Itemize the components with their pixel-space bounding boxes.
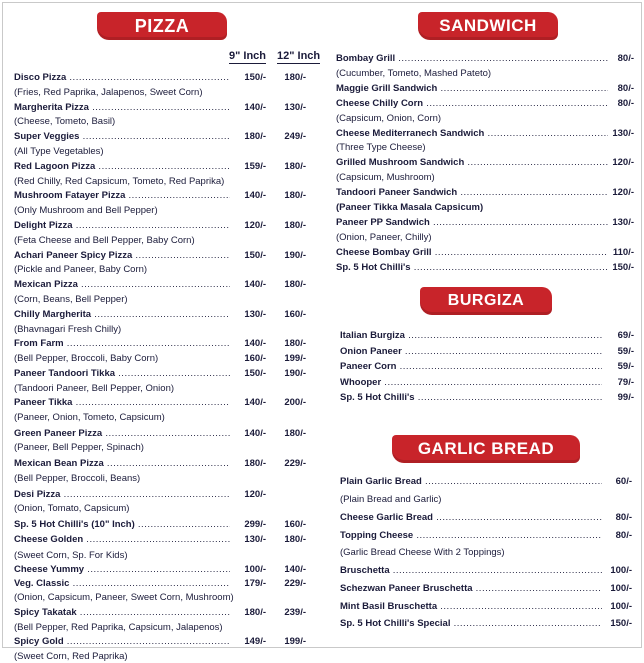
item-description: (Paneer Tikka Masala Capsicum): [336, 202, 484, 213]
price: 80/-: [615, 511, 632, 523]
item-description: (Pickle and Paneer, Baby Corn): [14, 264, 148, 276]
item-description: (Onion, Paneer, Chilly): [336, 231, 432, 243]
price: 120/-: [244, 220, 266, 231]
price: 150/-: [612, 261, 634, 273]
menu-item: [0, 190, 330, 202]
price: 100/-: [610, 582, 632, 594]
item-name: Disco Pizza .....: [14, 72, 230, 83]
item-name: Sp. 5 Hot Chilli's .....: [340, 392, 602, 403]
price: 140/-: [244, 338, 266, 350]
price: 150/-: [244, 249, 266, 261]
price: 59/-: [617, 361, 634, 373]
item-description: (Fries, Red Paprika, Jalapenos, Sweet Corn): [14, 86, 203, 98]
menu-item-description: [0, 622, 330, 634]
item-name: From Farm .....: [14, 338, 230, 349]
menu-item: [0, 519, 330, 531]
item-name: Green Paneer Pizza .....: [14, 428, 230, 439]
menu-item-description: [0, 294, 330, 306]
menu-item: [0, 428, 330, 440]
item-name: Spicy Takatak .....: [14, 607, 230, 618]
menu-item: [0, 578, 330, 590]
menu-item-description: [0, 264, 330, 276]
item-name: Tandoori Paneer Sandwich .....: [336, 187, 608, 198]
item-description: (Red Chilly, Red Capsicum, Tometo, Red Paprika): [14, 175, 225, 187]
item-name: Bombay Grill .....: [336, 53, 608, 64]
item-description: (Bell Pepper, Red Paprika, Capsicum, Jalapenos): [14, 621, 223, 633]
menu-item-description: [0, 550, 330, 562]
item-description: (Paneer, Onion, Tometo, Capsicum): [14, 411, 165, 423]
menu-item-description: [330, 113, 644, 125]
item-name: Chilly Margherita .....: [14, 309, 230, 320]
item-description: (Paneer, Bell Pepper, Spinach): [14, 442, 144, 453]
item-name: Red Lagoon Pizza .....: [14, 161, 230, 172]
size-9-inch: 9" Inch: [229, 50, 267, 62]
price: 140/-: [244, 397, 266, 408]
menu-item: [330, 377, 644, 389]
price: 99/-: [617, 392, 634, 404]
price-large: 180/-: [284, 72, 306, 83]
price-large: 199/-: [284, 636, 306, 647]
menu-item: [0, 368, 330, 380]
item-description: (Cucumber, Tometo, Mashed Pateto): [336, 67, 492, 79]
item-name: Sp. 5 Hot Chilli's Special .....: [340, 618, 602, 629]
item-name: Desi Pizza .....: [14, 489, 230, 500]
item-name: Cheese Bombay Grill .....: [336, 247, 608, 258]
item-name: Mexican Pizza .....: [14, 279, 230, 290]
item-description: (Capsicum, Mushroom): [336, 172, 435, 184]
item-name: Whooper .....: [340, 377, 602, 388]
price-large: 180/-: [284, 427, 306, 439]
price: 80/-: [615, 529, 632, 541]
price: 130/-: [612, 216, 634, 228]
menu-item: [330, 187, 644, 199]
price: 69/-: [617, 330, 634, 341]
price: 140/-: [244, 101, 266, 113]
menu-item-description: [0, 176, 330, 188]
price-large: 229/-: [284, 458, 306, 469]
item-description: (Onion, Capsicum, Paneer, Sweet Corn, Mushroom): [14, 592, 234, 603]
item-name: Italian Burgiza .....: [340, 330, 602, 341]
menu-item: [330, 361, 644, 373]
menu-item-description: [330, 68, 644, 80]
garlic-bread-banner: [392, 435, 580, 463]
menu-item: [0, 397, 330, 409]
menu-item: [330, 157, 644, 169]
menu-item: [0, 338, 330, 350]
menu-item: [330, 247, 644, 259]
menu-item-description: [0, 235, 330, 247]
price-large: 160/-: [284, 519, 306, 530]
menu-item-description: [0, 116, 330, 128]
price: 79/-: [617, 376, 634, 388]
menu-item: [330, 476, 644, 488]
menu-item-description: [330, 172, 644, 184]
menu-item-description: [0, 473, 330, 485]
item-name: Mushroom Fatayer Pizza .....: [14, 190, 230, 201]
menu-item-description: [0, 205, 330, 217]
price: 60/-: [615, 476, 632, 487]
item-name: Grilled Mushroom Sandwich .....: [336, 157, 608, 168]
menu-item: [0, 131, 330, 143]
item-name: Bruschetta .....: [340, 565, 602, 576]
item-description: (Cheese, Tometo, Basil): [14, 116, 116, 128]
price: 160/-: [244, 353, 266, 365]
menu-item-description: [330, 142, 644, 154]
price: 100/-: [610, 565, 632, 576]
item-description: (All Type Vegetables): [14, 146, 104, 157]
item-name: Achari Paneer Spicy Pizza .....: [14, 250, 230, 261]
price-large: 199/-: [284, 353, 306, 365]
price-large: 140/-: [284, 563, 306, 575]
item-name: Sp. 5 Hot Chilli's .....: [336, 262, 608, 273]
price: 150/-: [244, 368, 266, 379]
price: 299/-: [244, 519, 266, 530]
item-description: (Three Type Cheese): [336, 142, 426, 154]
price: 110/-: [612, 246, 634, 258]
price-large: 180/-: [284, 338, 306, 350]
price: 120/-: [244, 488, 266, 500]
menu-item: [330, 392, 644, 404]
item-name: Paneer PP Sandwich .....: [336, 217, 608, 228]
price-large: 200/-: [284, 397, 306, 408]
item-name: Cheese Mediterranech Sandwich .....: [336, 128, 608, 139]
item-description: (Sweet Corn, Sp. For Kids): [14, 549, 128, 561]
menu-item: [330, 601, 644, 613]
price-large: 229/-: [284, 578, 306, 589]
price-large: 249/-: [284, 131, 306, 143]
price: 100/-: [244, 563, 266, 575]
menu-item: [330, 262, 644, 274]
price: 80/-: [617, 53, 634, 64]
price: 120/-: [612, 157, 634, 169]
menu-item-description: [0, 592, 330, 604]
price: 180/-: [244, 606, 266, 618]
price: 150/-: [244, 72, 266, 83]
price: 80/-: [617, 82, 634, 94]
pizza-title: PIZZA: [134, 16, 190, 36]
menu-item: [0, 102, 330, 114]
sandwich-title: SANDWICH: [439, 16, 537, 35]
menu-item: [0, 534, 330, 546]
item-name: Cheese Chilly Corn .....: [336, 98, 608, 109]
price: 130/-: [244, 308, 266, 320]
price-large: 180/-: [284, 220, 306, 231]
menu-item: [0, 161, 330, 173]
price: 130/-: [244, 533, 266, 545]
menu-item: [0, 309, 330, 321]
menu-item: [0, 489, 330, 501]
price: 80/-: [617, 97, 634, 109]
item-description: (Garlic Bread Cheese With 2 Toppings): [340, 547, 505, 558]
item-name: Onion Paneer .....: [340, 346, 602, 357]
menu-item: [330, 565, 644, 577]
item-name: Schezwan Paneer Bruschetta .....: [340, 583, 602, 594]
menu-item: [330, 83, 644, 95]
price-large: 130/-: [284, 101, 306, 113]
item-description: (Tandoori Paneer, Bell Pepper, Onion): [14, 383, 175, 394]
sandwich-banner: [418, 12, 558, 40]
price: 140/-: [244, 427, 266, 439]
burgiza-title: BURGIZA: [447, 292, 525, 309]
price: 140/-: [244, 190, 266, 202]
price: 179/-: [244, 578, 266, 589]
price: 100/-: [610, 600, 632, 612]
menu-item-description: [0, 442, 330, 454]
menu-item: [330, 512, 644, 524]
item-name: Maggie Grill Sandwich .....: [336, 83, 608, 94]
price: 149/-: [244, 636, 266, 647]
item-description: (Feta Cheese and Bell Pepper, Baby Corn): [14, 234, 195, 246]
price-large: 190/-: [284, 249, 306, 261]
item-name: Topping Cheese .....: [340, 530, 602, 541]
price-large: 180/-: [284, 190, 306, 202]
menu-item-description: [330, 494, 644, 506]
item-name: Paneer Tandoori Tikka .....: [14, 368, 230, 379]
item-name: Cheese Golden .....: [14, 534, 230, 545]
price: 180/-: [244, 458, 266, 469]
item-name: Paneer Corn .....: [340, 361, 602, 372]
menu-item: [330, 217, 644, 229]
item-description: (Bell Pepper, Broccoli, Baby Corn): [14, 353, 159, 365]
item-name: Mint Basil Bruschetta .....: [340, 601, 602, 612]
price-large: 190/-: [284, 368, 306, 379]
price-large: 180/-: [284, 160, 306, 172]
menu-item: [0, 220, 330, 232]
item-name: Plain Garlic Bread .....: [340, 476, 602, 487]
menu-item: [0, 564, 330, 576]
menu-item: [330, 583, 644, 595]
price-large: 239/-: [284, 606, 306, 618]
menu-item-description: [0, 412, 330, 424]
item-description: (Capsicum, Onion, Corn): [336, 112, 442, 124]
menu-item: [330, 530, 644, 542]
menu-item-description: [0, 353, 330, 365]
price-large: 160/-: [284, 308, 306, 320]
menu-item: [330, 346, 644, 358]
menu-item-description: [0, 87, 330, 99]
item-name: Paneer Tikka .....: [14, 397, 230, 408]
price: 140/-: [244, 279, 266, 291]
menu-item-description: [0, 383, 330, 395]
item-name: Mexican Bean Pizza .....: [14, 458, 230, 469]
menu-item: [0, 72, 330, 84]
menu-item-description: [330, 547, 644, 559]
menu-item-description: [0, 503, 330, 515]
item-name: Spicy Gold .....: [14, 636, 230, 647]
price: 130/-: [612, 127, 634, 139]
burgiza-banner: [420, 287, 552, 315]
menu-item-description: [330, 232, 644, 244]
menu-item: [330, 618, 644, 630]
item-name: Margherita Pizza .....: [14, 102, 230, 113]
size-12-inch: 12" Inch: [277, 50, 321, 62]
item-description: (Sweet Corn, Red Paprika): [14, 651, 128, 662]
menu-item-description: [0, 324, 330, 336]
pizza-banner: [97, 12, 227, 40]
item-name: Veg. Classic .....: [14, 578, 230, 589]
item-name: Cheese Garlic Bread .....: [340, 512, 602, 523]
menu-item: [0, 279, 330, 291]
menu-item: [330, 98, 644, 110]
menu-item: [0, 250, 330, 262]
menu-item: [0, 636, 330, 648]
item-name: Delight Pizza .....: [14, 220, 230, 231]
item-description: (Onion, Tomato, Capsicum): [14, 503, 130, 514]
item-description: (Corn, Beans, Bell Pepper): [14, 294, 128, 305]
right-column: [330, 0, 644, 650]
menu-item: [330, 128, 644, 140]
menu-item: [0, 458, 330, 470]
price: 59/-: [617, 345, 634, 357]
item-name: Cheese Yummy .....: [14, 564, 230, 575]
item-description: (Plain Bread and Garlic): [340, 493, 442, 505]
item-description: (Bhavnagari Fresh Chilly): [14, 323, 122, 335]
item-name: Super Veggies .....: [14, 131, 230, 142]
menu-item-description: [0, 651, 330, 663]
price: 180/-: [244, 131, 266, 143]
price: 150/-: [610, 618, 632, 629]
item-description: (Bell Pepper, Broccoli, Beans): [14, 472, 141, 484]
price-large: 180/-: [284, 279, 306, 291]
menu-item: [330, 330, 644, 342]
garlic-bread-title: GARLIC BREAD: [417, 439, 555, 458]
price: 120/-: [612, 187, 634, 199]
menu-item: [0, 607, 330, 619]
item-description: (Only Mushroom and Bell Pepper): [14, 205, 158, 217]
price: 159/-: [244, 160, 266, 172]
menu-item-description: [0, 146, 330, 158]
price-large: 180/-: [284, 533, 306, 545]
item-name: Sp. 5 Hot Chilli's (10" Inch) .....: [14, 519, 230, 530]
menu-item: [330, 53, 644, 65]
menu-item-description: [330, 202, 644, 214]
